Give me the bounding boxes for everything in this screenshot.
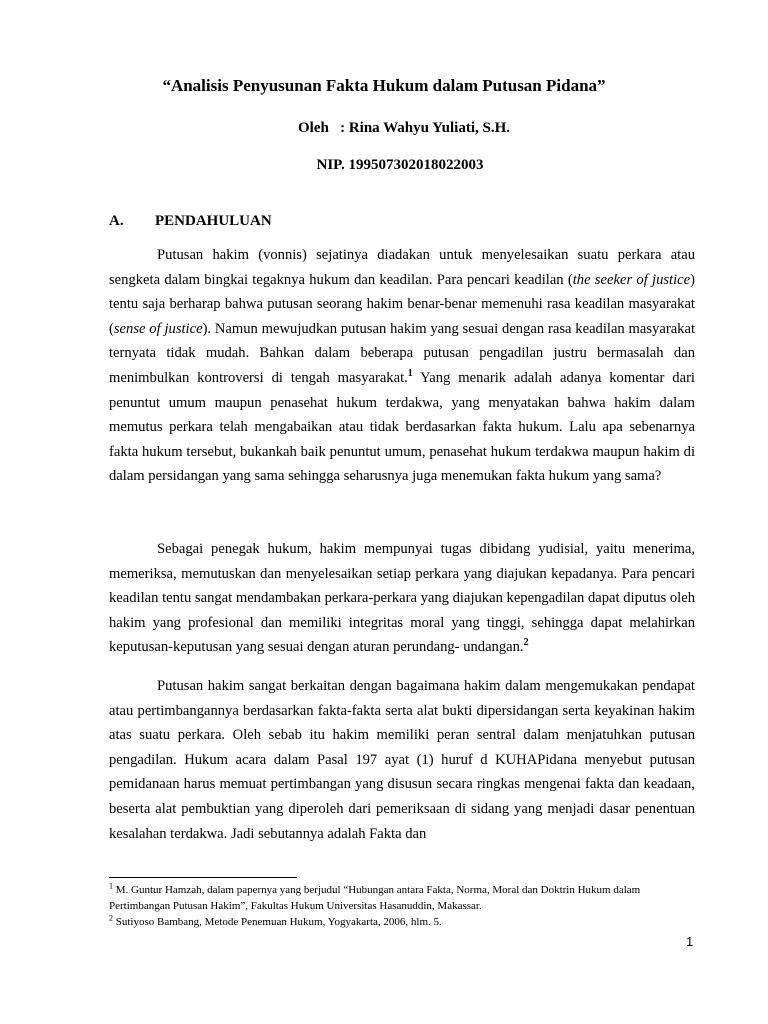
footnotes: [109, 882, 699, 930]
footnote-ref-1[interactable]: 1: [407, 368, 413, 380]
footnote-2-number: 2: [109, 913, 113, 923]
paragraph-1-text-b: ) tentu saja berharap bahwa putusan seorang hakim benar-benar memenuhi rasa keadilan masyarakat (: [109, 271, 695, 337]
footnote-ref-2[interactable]: 2: [523, 637, 529, 649]
footnote-2: [109, 914, 699, 930]
page-number: 1: [686, 934, 694, 949]
section-title: PENDAHULUAN: [155, 213, 272, 229]
section-number: A.: [109, 213, 124, 229]
paragraph-1-text-c: ). Namun mewujudkan putusan hakim yang sesuai dengan rasa keadilan masyarakat ternyata tidak mudah. Bahkan dalam beberapa putusan pengadilan justru bermasalah dan menimbulkan kontroversi di tengah masyarakat.: [109, 320, 695, 386]
paragraph-2-text: Sebagai penegak hukum, hakim mempunyai tugas dibidang yudisial, yaitu menerima, memeriksa, memutuskan dan menyelesaikan setiap perkara yang diajukan kepadanya. Para pencari keadilan tentu sangat mendambakan perkara-perkara yang diajukan kepengadilan dapat diputus oleh hakim yang profesional dan memiliki integritas moral yang tinggi, sehingga dapat melahirkan keputusan-keputusan yang sesuai dengan aturan perundang- undangan.: [109, 541, 695, 656]
footnote-2-text: Sutiyoso Bambang, Metode Penemuan Hukum, Yogyakarta, 2006, hlm. 5.: [113, 916, 442, 928]
paragraph-1-text-d: Yang menarik adalah adanya komentar dari penuntut umum maupun penasehat hukum terdakwa, yang menyatakan bahwa hakim dalam memutus perkara telah mengabaikan atau tidak berdasarkan fakta hukum. Lalu apa sebenarnya fakta hukum tersebut, bukankah baik penuntut umum, penasehat hukum terdakwa maupun hakim di dalam persidangan yang sama sehingga seharusnya juga menemukan fakta hukum yang sama?: [109, 369, 695, 485]
paragraph-2: [109, 537, 695, 660]
nip-line: NIP. 199507302018022003: [316, 157, 484, 173]
author-line: Oleh : Rina Wahyu Yuliati, S.H.: [297, 120, 510, 136]
section-heading: [109, 213, 272, 230]
paragraph-1: [109, 243, 695, 489]
footnote-separator: [109, 877, 297, 878]
paragraph-1-italic-b: sense of justice: [113, 320, 203, 337]
paragraph-3: [109, 674, 695, 846]
footnote-1-text: M. Guntur Hamzah, dalam papernya yang berjudul “Hubungan antara Fakta, Norma, Moral dan Doktrin Hukum dalam Pertimbangan Putusan Hakim”, Fakultas Hukum Universitas Hasanuddin, Makassar.: [109, 884, 641, 912]
footnote-1: [109, 882, 699, 914]
document-title: “Analisis Penyusunan Fakta Hukum dalam Putusan Pidana”: [162, 76, 606, 95]
paragraph-3-text: Putusan hakim sangat berkaitan dengan bagaimana hakim dalam mengemukakan pendapat atau pertimbangannya berdasarkan fakta-fakta serta alat bukti dipersidangan serta keyakinan hakim atas suatu perkara. Oleh sebab itu hakim memiliki peran sentral dalam menjatuhkan putusan pengadilan. Hukum acara dalam Pasal 197 ayat (1) huruf d KUHAPidana menyebut putusan pemidanaan harus memuat pertimbangan yang disusun secara ringkas mengenai fakta dan keadaan, beserta alat pembuktian yang diperoleh dari pemeriksaan di sidang yang menjadi dasar penentuan kesalahan terdakwa. Jadi sebutannya adalah Fakta dan: [109, 678, 695, 842]
footnote-1-number: 1: [109, 881, 113, 891]
paragraph-1-italic-a: the seeker of justice: [572, 271, 691, 288]
paragraph-1-text-a: Putusan hakim (vonnis) sejatinya diadakan untuk menyelesaikan suatu perkara atau sengketa dalam bingkai tegaknya hukum dan keadilan. Para pencari keadilan (: [109, 247, 695, 288]
